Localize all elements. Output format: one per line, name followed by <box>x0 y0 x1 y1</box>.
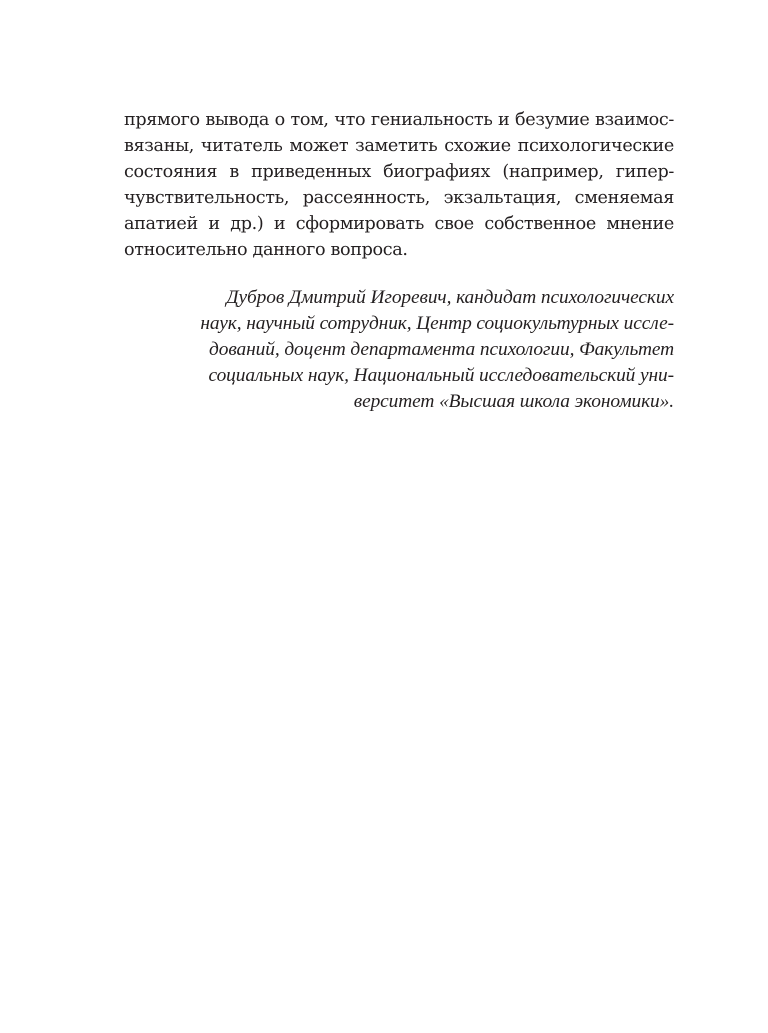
main-paragraph <box>124 107 674 263</box>
signature-line: социальных наук, Национальный исследовательский уни- <box>208 365 674 386</box>
paragraph-line: состояния в приведенных биографиях (например, гипер- <box>124 162 674 182</box>
signature-line: верситет «Высшая школа экономики». <box>353 391 674 412</box>
signature-line: дований, доцент департамента психологии, Факультет <box>209 339 674 360</box>
signature-line: наук, научный сотрудник, Центр социокультурных иссле- <box>200 313 674 334</box>
author-signature <box>124 285 674 415</box>
paragraph-line: относительно данного вопроса. <box>124 240 408 260</box>
signature-line: Дубров Дмитрий Игоревич, кандидат психологических <box>226 287 674 308</box>
paragraph-line: апатией и др.) и сформировать свое собственное мнение <box>124 214 674 234</box>
paragraph-line: прямого вывода о том, что гениальность и безумие взаимос- <box>124 110 674 130</box>
paragraph-line: вязаны, читатель может заметить схожие психологические <box>124 136 674 156</box>
paragraph-line: чувствительность, рассеянность, экзальтация, сменяемая <box>124 188 674 208</box>
